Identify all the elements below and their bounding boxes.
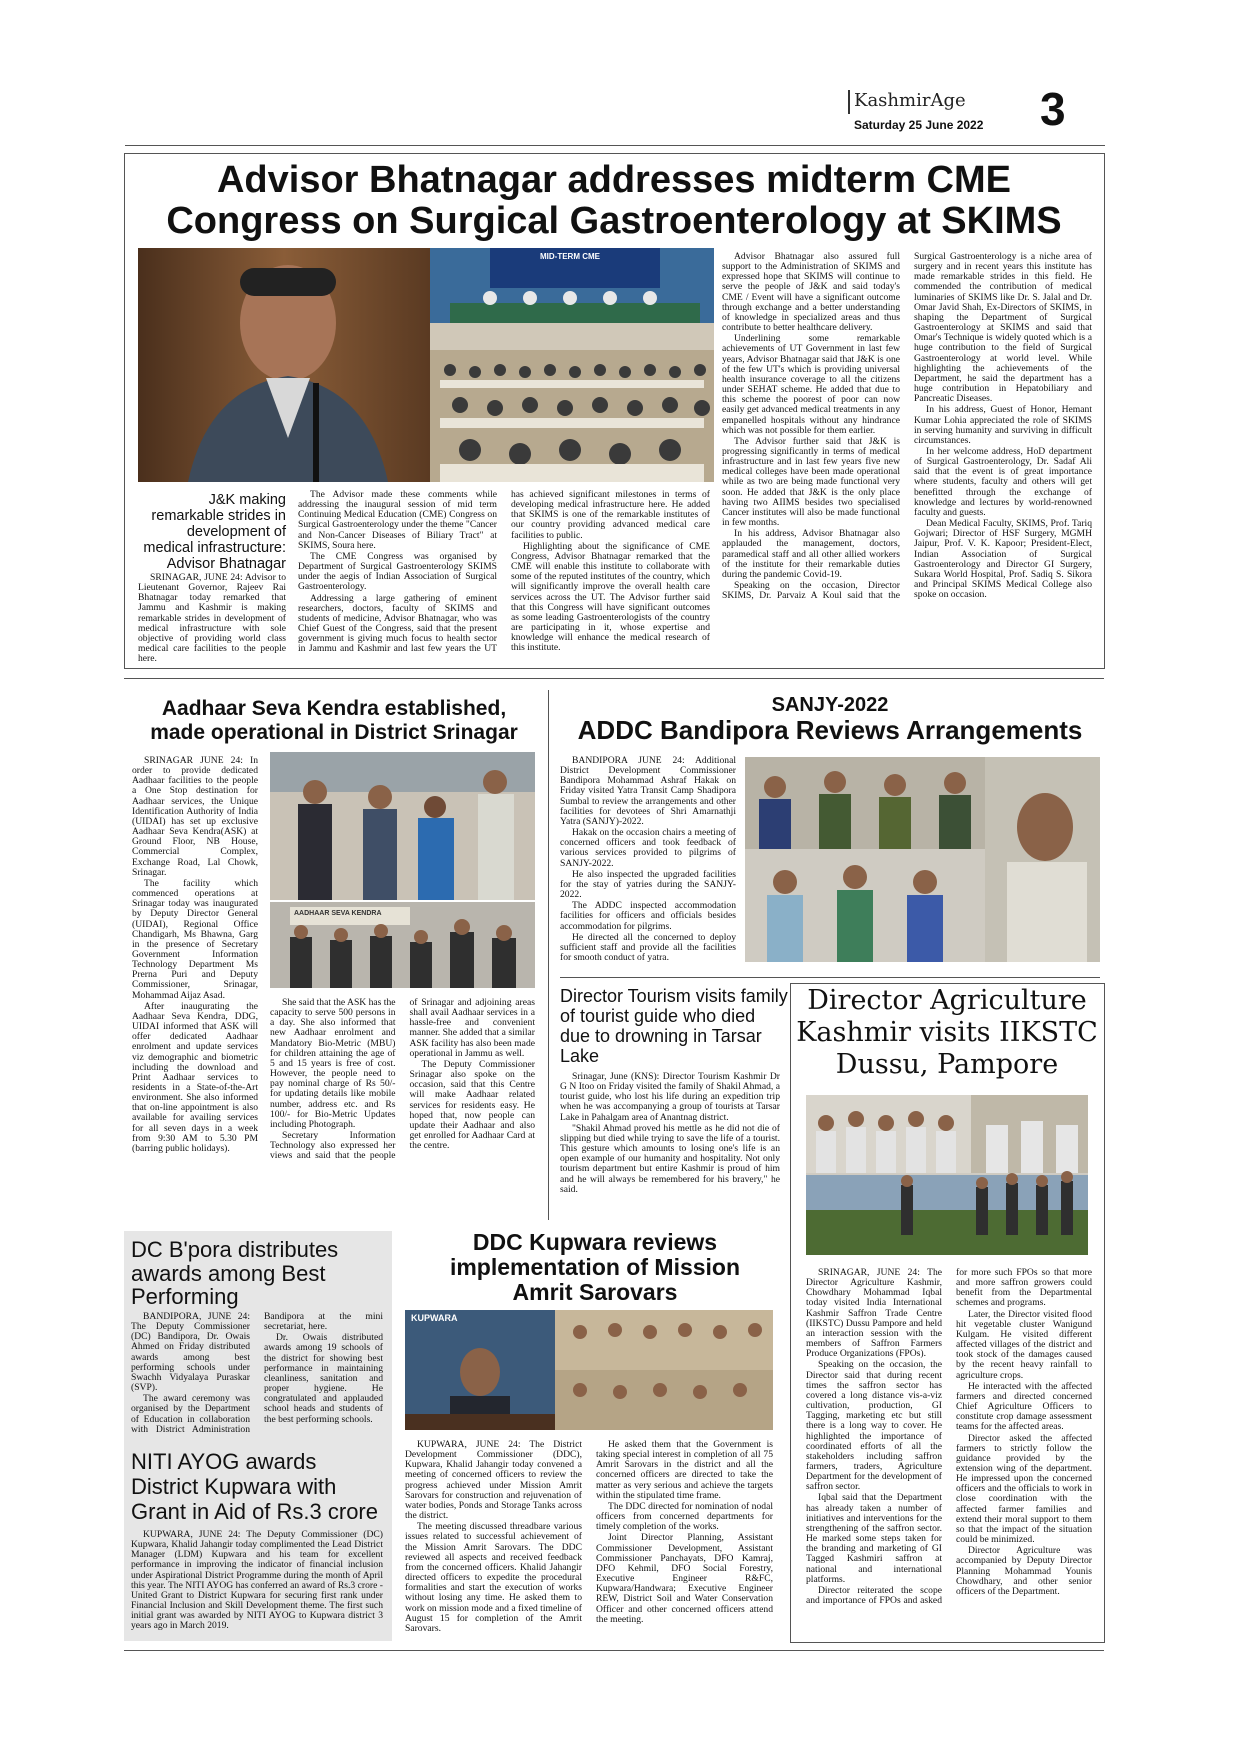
paragraph: Joint Director Planning, Assistant Commissioner Development, Assistant Commissioner Panchayats, DFO Kamraj, DFO Kehmil, DFO Social Forestry, Executive Engineer R&FC, Kupwara/Handwara; Executive Engineer REW, District Soil and Water Conservation Officer and other concerned officers attend the meeting. <box>596 1532 773 1625</box>
photo-ddc-kupwara-meeting <box>405 1310 773 1430</box>
paragraph: SRINAGAR JUNE 24: In order to provide dedicated Aadhaar facilities to the people a One Stop destination for Aadhaar services, the Unique Identification Authority of India (UIDAI) has set up exclusive Aadhaar Seva Kendra(ASK) at Ground Floor, NB House, Commercial Complex, Exchange Road, Lal Chowk, Srinagar. <box>132 756 258 878</box>
paragraph: KUPWARA, JUNE 24: The District Development Commissioner (DDC), Kupwara, Khalid Jahangir today convened a meeting of concerned officers to review the progress achieved under Mission Amrit Sarovars for construction and rejuvenation of water bodies, Ponds and Storage Tanks across the district. <box>405 1440 582 1522</box>
paragraph: The ADDC inspected accommodation facilities for officers and officials besides accommodation for pilgrims. <box>560 900 736 932</box>
agriculture-body <box>806 1268 1092 1636</box>
paragraph: The CME Congress was organised by Department of Surgical Gastroenterology SKIMS under the aegis of Indian Association of Surgical Gastroenterology. <box>298 550 497 593</box>
niti-ayog-headline: NITI AYOG awards District Kupwara with Grant in Aid of Rs.3 crore <box>131 1449 378 1524</box>
paragraph: In her welcome address, HoD department of Surgical Gastroenterology, Dr. Sadaf Ali said that the event is of great importance where students, faculty and others will get benefitted through the exchange of knowledge and lectures by world-renowned faculty and guests. <box>914 445 1092 518</box>
paragraph: He also inspected the upgraded facilities for the stay of yatries during the SANJY-2022. <box>560 868 736 901</box>
lead-subhead: J&K making remarkable strides in development of medical infrastructure: Advisor Bhatnagar <box>143 492 286 572</box>
header-rule <box>125 145 1105 146</box>
paragraph: Srinagar, June (KNS): Director Tourism Kashmir Dr G N Itoo on Friday visited the family of Shakil Ahmad, a tourist guide, who lost his life during an expedition trip when he was accompanying a group of tourists at Tarsar Lake in Pahalgam area of Anantnag district. <box>560 1072 780 1123</box>
dc-bpora-headline: DC B'pora distributes awards among Best Performing <box>131 1237 339 1309</box>
paragraph: The Advisor made these comments while addressing the inaugural session of mid term Continuing Medical Education (CME) Congress on Surgical Gastroenterology under the theme "Cancer and Non-Cancer Diseases of Biliary Tract" at SKIMS, Soura here. <box>298 490 497 551</box>
photo-cme-dais <box>430 248 714 350</box>
issue-date: Saturday 25 June 2022 <box>854 118 984 132</box>
photo-advisor-speaking <box>138 248 430 482</box>
paragraph: Director reiterated the scope and importance of FPOs and asked for more such FPOs so that more and more saffron growers could benefit from the Departmental schemes and programs. <box>806 1268 1092 1606</box>
paragraph: Director asked the affected farmers to strictly follow the guidance provided by the extension wing of the department. He impressed upon the concerned officers and the officials to work in close coordination with the affected farmer families and extend their moral support to them so that the impact of the situation could be minimized. <box>956 1432 1092 1546</box>
paragraph: He interacted with the affected farmers and directed concerned Chief Agriculture Officers to constitute crop damage assessment teams for the affected areas. <box>956 1380 1092 1433</box>
section-rule <box>560 977 1100 978</box>
center-sign-text: AADHAAR SEVA KENDRA <box>294 910 382 917</box>
aadhaar-headline: Aadhaar Seva Kendra established, made operational in District Srinagar <box>150 697 518 744</box>
kupwara-headline: DDC Kupwara reviews implementation of Mission Amrit Sarovars <box>449 1229 741 1305</box>
photo-aadhaar-center <box>270 902 535 988</box>
page-number: 3 <box>1040 83 1066 135</box>
paragraph: Speaking on the occasion, the Director said that during recent times the saffron sector has covered a long distance vis-a-viz cultivation, production, GI Tagging, marketing etc but still there is a long way to cover. He highlighted the importance of coordinated efforts of all the stakeholders including saffron farmers, traders, Agriculture Department for the development of saffron sector. <box>806 1359 942 1493</box>
paragraph: The facility which commenced operations at Srinagar today was inaugurated by Deputy Director General (UIDAI), Regional Office Chandigarh, Ms Bhawna, Garg in the presence of Secretary Government Information Technology Department Ms Prerna Puri and Deputy Commissioner, Srinagar, Mohammad Aijaz Asad. <box>132 877 258 1001</box>
sanjy-kicker: SANJY-2022 <box>771 694 889 716</box>
lead-headline: Advisor Bhatnagar addresses midterm CME Congress on Surgical Gastroenterology at SKIMS <box>166 159 1062 242</box>
paragraph: Highlighting about the significance of CME Congress, Advisor Bhatnagar remarked that the CME will enable this institute to collaborate with some of the reputed institutes of the country, which will significantly improve the overall health care services across the UT. The Advisor further said that this Congress will have significant outcomes as some leading Gastroenterologists of the country are participating in it, whose expertise and knowledge will enhance the medical research of this institute. <box>511 540 710 654</box>
footer-rule <box>124 1650 1104 1651</box>
paragraph: Dr. Owais distributed awards among 19 schools of the district for showing best performance in maintaining cleanliness, sanitation and proper hygiene. He congratulated and applauded school heads and students of the best performing schools. <box>264 1332 383 1425</box>
paragraph: Iqbal said that the Department has already taken a number of initiatives and interventions for the strengthening of the saffron sector. He marked some steps taken for the branding and marketing of GI Tagged Kashmiri saffron at national and international platforms. <box>806 1492 942 1585</box>
paragraph: SRINAGAR, JUNE 24: Advisor to Lieutenant Governor, Rajeev Rai Bhatnagar today remarked that Jammu and Kashmir is making remarkable strides in development of medical infrastructure with sole objective of providing world class medical care facilities to the people here. <box>138 573 286 665</box>
sanjy-body <box>560 756 736 966</box>
banner-text: MID-TERM CME <box>540 252 600 261</box>
paragraph: "Shakil Ahmad proved his mettle as he did not die of slipping but died while trying to save the life of a tourist. This gesture which amounts to losing one's life is an open example of our humanity and hospitality. Not only tourism department but entire Kashmir is proud of him and he will always be remembered for his bravery," he said. <box>560 1122 780 1195</box>
lead-body-right <box>722 252 1092 665</box>
paragraph: Underlining some remarkable achievements of UT Government in last few years, Advisor Bhatnagar said that J&K is one of the few UT's which is providing universal health insurance coverage to all the citizens under SEHAT scheme. He added that due to this scheme the poorest of poor can now easily get advanced medical treatments in any empanelled hospitals without any hindrance which was not possible for them earlier. <box>722 333 900 436</box>
paragraph: After inaugurating the Aadhaar Seva Kendra, DDG, UIDAI informed that ASK will offer dedicated Aadhaar enrolment and update services viz demographic and biometric including the download and Print Aadhaar services to residents in a State-of-the-Art environment. She also informed that on-line appointment is also available for availing services for all seven days in a week from 9:30 AM to 5.30 PM (barring public holidays). <box>132 1000 258 1154</box>
photo-cme-audience <box>430 350 714 482</box>
photo-aadhaar-inauguration <box>270 752 535 900</box>
paragraph: Later, the Director visited flood hit vegetable cluster Wanigund Kulgam. He visited different affected villages of the district and took stock of the damages caused by the recent heavy rainfall to agriculture crops. <box>956 1308 1092 1381</box>
paragraph: She said that the ASK has the capacity to serve 500 persons in a day. She also informed that new Aadhaar enrolment and Mandatory Bio-Metric (MBU) for children attaining the age of 5 and 15 years is free of cost. However, the people need to pay nominal charge of Rs 50/- for updating details like mobile number, address etc. and Rs 100/- for Bio-Metric Updates including Photograph. <box>270 998 396 1130</box>
paragraph: Hakak on the occasion chairs a meeting of concerned officers and took feedback of various services provided to pilgrims of SANJY-2022. <box>560 827 736 869</box>
photo-addc-meeting <box>745 757 1100 962</box>
paragraph: The Deputy Commissioner Srinagar also spoke on the occasion, said that this Centre will make Aadhaar related services for residents easy. He hoped that, now people can update their Aadhaar and also get enrolled for Aadhaar Card at the centre. <box>409 1058 535 1152</box>
lead-body-middle <box>298 490 710 665</box>
publication-logo: KashmirAge <box>848 90 966 114</box>
sanjy-headline: ADDC Bandipora Reviews Arrangements <box>577 715 1083 745</box>
agriculture-headline: Director Agriculture Kashmir visits IIKSTC Dussu, Pampore <box>796 985 1098 1080</box>
paragraph: SRINAGAR, JUNE 24: The Director Agriculture Kashmir, Chowdhary Mohammad Iqbal today visited India International Kashmir Saffron Trade Centre (IIKSTC) Dussu Pampore and held an interaction session with the members of Saffron Farmers Produce Organizations (FPOs). <box>806 1268 942 1360</box>
aadhaar-body-col1 <box>132 756 258 1211</box>
paragraph: He directed all the concerned to deploy sufficient staff and provide all the facilities for smooth conduct of yatra. <box>560 931 736 963</box>
paragraph: Dean Medical Faculty, SKIMS, Prof. Tariq Gojwari; Director of HSF Surgery, MGMH Jaipur, Prof. V. K. Kapoor; President-Elect, Indian Association of Surgical Gastroenterology and Director GI Surgery, Sukara World Hospital, Prof. Sadiq S. Sikora and Principal SKIMS Medical College also spoke on occasion. <box>914 518 1092 601</box>
paragraph: The Advisor further said that J&K is progressing significantly in terms of medical infrastructure and in last few years five new medical colleges have been made operational while as two are being made functional very soon. He added that J&K is the only place having two AIIMS besides two specialised Cancer institutes will also be made functional in few months. <box>722 435 900 529</box>
paragraph: In his address, Advisor Bhatnagar also applauded the management, doctors, paramedical staff and all other allied workers of the institute for their remarkable duties during the pandemic Covid-19. <box>722 528 900 580</box>
niti-ayog-body <box>131 1530 383 1636</box>
paragraph: Secretary Information Technology also expressed her views and said that the people of Srinagar and adjoining areas shall avail Aadhaar services in a hassle-free and convenient manner. She added that a similar ASK facility has also been made operational in Jammu as well. <box>270 998 535 1162</box>
tourism-headline: Director Tourism visits family of tourist guide who died due to drowning in Tarsar Lake <box>560 986 788 1066</box>
photo-saffron-interaction <box>806 1095 1088 1255</box>
paragraph: Advisor Bhatnagar also assured full support to the Administration of SKIMS and expressed hope that SKIMS will continue to serve the people of J&K and said today's CME / Event will have a significant outcome through exchange and a better understanding of knowledge in specialized areas and thus contribute to better healthcare delivery. <box>722 252 900 334</box>
paragraph: In his address, Guest of Honor, Hemant Kumar Lohia appreciated the role of SKIMS in serving humanity and surviving in difficult circumstances. <box>914 404 1092 446</box>
tourism-body <box>560 1072 780 1214</box>
paragraph: The DDC directed for nomination of nodal officers from concerned departments for timely completion of the works. <box>596 1500 773 1533</box>
dc-bpora-body <box>131 1312 383 1440</box>
nameplate-text: KUPWARA <box>411 1313 458 1323</box>
paragraph: Speaking on the occasion, Director SKIMS, Dr. Parvaiz A Koul said that the Surgical Gastroenterology is a niche area of surgery and in recent years this institute has made remarkable strides in this field. He commended the contribution of medical luminaries of SKIMS like Dr. S. Jalal and Dr. Omar Javid Shah, Ex-Directors of SKIMS, in shaping the Department of Surgical Gastroenterology at SKIMS and said that Omar's Technique is widely quoted which is a huge contribution to the field of Surgical Gastroenterology at world level. While highlighting the achievements of the Department, he said the department has a huge contribution in Hepatobiliary and Pancreatic Diseases. <box>722 252 1092 602</box>
paragraph: Addressing a large gathering of eminent researchers, doctors, faculty of SKIMS and students of medicine, Advisor Bhatnagar, who was Chief Guest of the Congress, said that the present government is giving much focus to health sector in Jammu and Kashmir and last few years the UT has achieved significant milestones in terms of developing medical infrastructure here. He added that SKIMS is one of the remarkable institutes of our country providing advanced medical care facilities to public. <box>298 490 710 655</box>
paragraph: KUPWARA, JUNE 24: The Deputy Commissioner (DC) Kupwara, Khalid Jahangir today complimented the Lead District Manager (LDM) Kupwara and his team for excellent performance in improving the indicator of financial inclusion under Aspirational District Programme during the month of April this year. The NITI AYOG has conferred an award of Rs.3 crore - United Grant to District Kupwara for securing first rank under Financial Inclusion and Skill Development theme. The first such initial grant was awarded by NITI AYOG to Kupwara district 3 years ago in March 2019. <box>131 1530 383 1632</box>
paragraph: BANDIPORA JUNE 24: Additional District Development Commissioner Bandipora Mohammad Ashraf Hakak on Friday visited Yatra Transit Camp Shadipora Sumbal to review the arrangements and other facilities for devotees of Shri Amarnathji Yatra (SANJY)-2022. <box>560 756 736 827</box>
paragraph: The award ceremony was organised by the Department of Education in collaboration with District Administration Bandipora at the mini secretariat, here. <box>131 1312 383 1435</box>
paragraph: He asked them that the Government is taking special interest in completion of all 75 Amrit Sarovars in the district and all the concerned officers are directed to take the matter as very serious and achieve the targets within the stipulated time frame. <box>596 1440 773 1501</box>
lead-body-left <box>138 573 286 665</box>
paragraph: The meeting discussed threadbare various issues related to successful achievement of the Mission Amrit Sarovars. The DDC reviewed all aspects and received feedback from the concerned officers. Khalid Jahangir directed officers to expedite the procedural formalities and start the execution of works without losing any time. He asked them to work on mission mode and a fixed timeline of August 15 for completion of the Amrit Sarovars. <box>405 1521 582 1634</box>
paragraph: Director Agriculture was accompanied by Deputy Director Planning Mohammad Younis Chowdhary, and other senior officers of the Department. <box>956 1545 1092 1597</box>
aadhaar-body-col2 <box>270 998 535 1211</box>
kupwara-body <box>405 1440 773 1638</box>
masthead <box>848 90 998 140</box>
column-rule <box>548 690 549 1220</box>
paragraph: BANDIPORA, JUNE 24: The Deputy Commissioner (DC) Bandipora, Dr. Owais Ahmed on Friday distributed awards among best performing schools under Swachh Vidyalaya Puraskar (SVP). <box>131 1312 250 1394</box>
section-rule <box>124 678 1104 679</box>
